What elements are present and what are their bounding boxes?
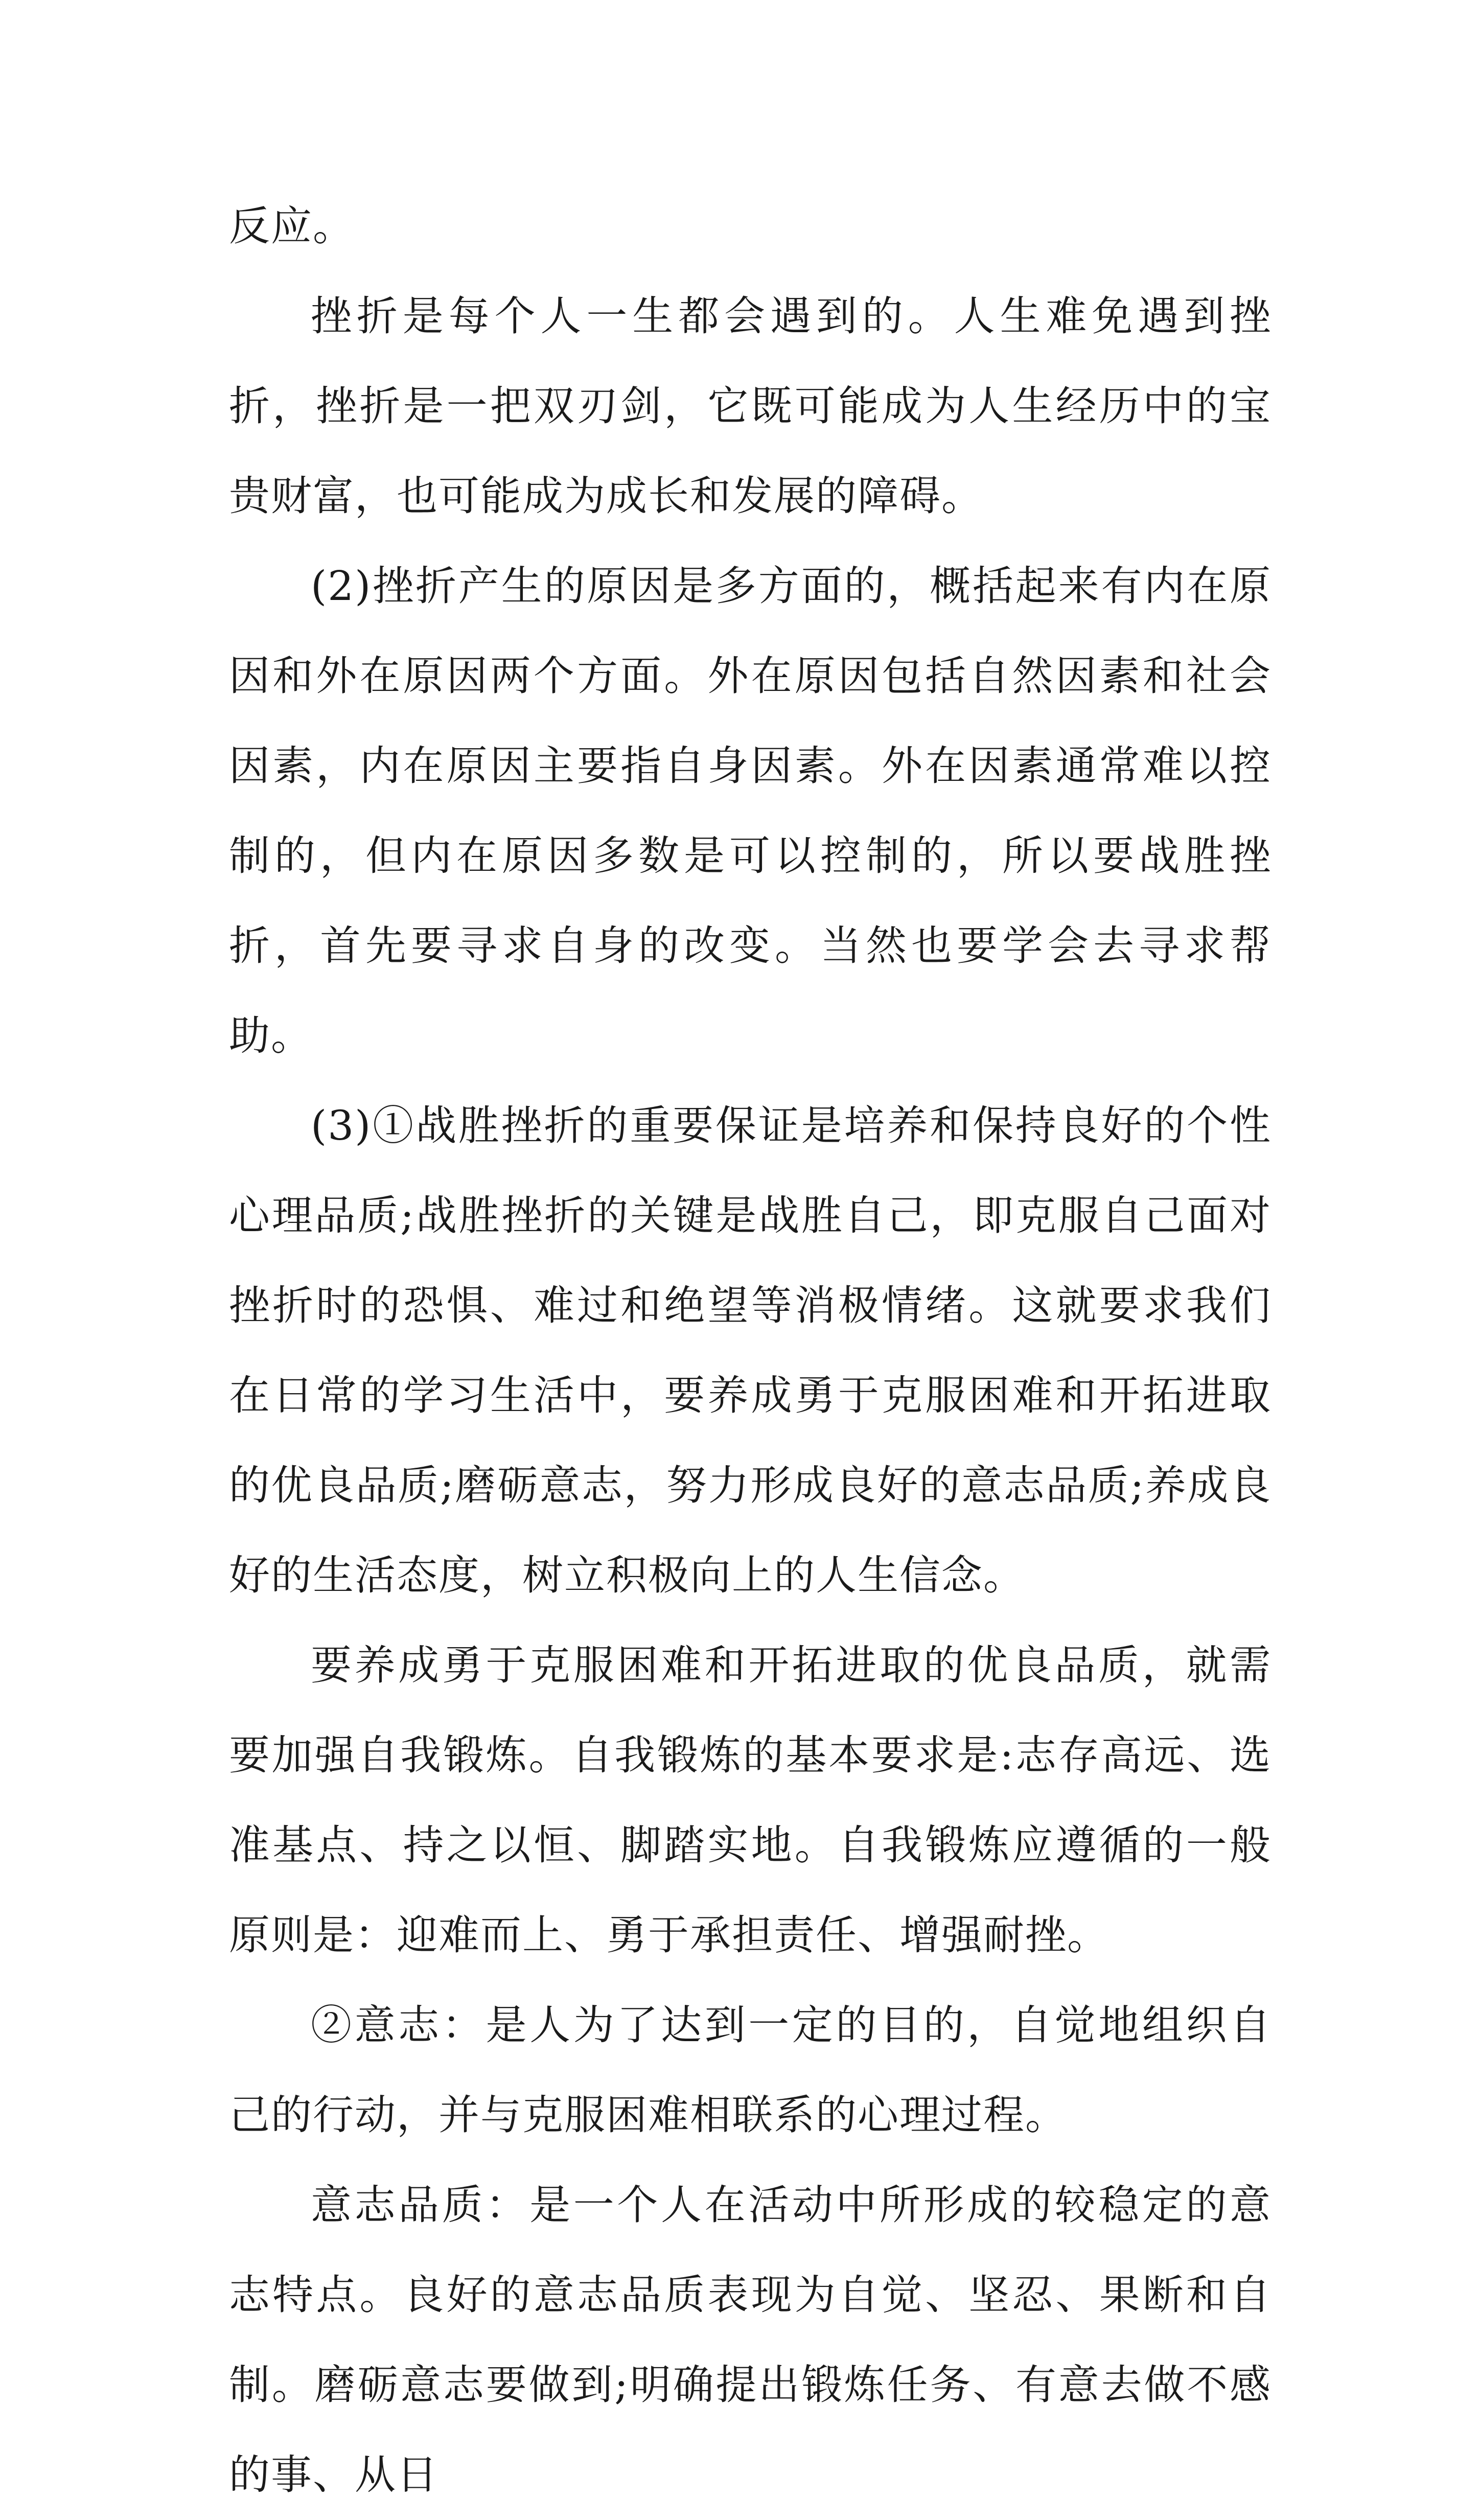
paragraph-5: 要养成勇于克服困难和开拓进取的优良品质，就需要加强自我锻炼。自我锻炼的基本要求是:志存高远、选准基点、持之以恒、脚踏实地。自我锻炼应遵循的一般原则是：迎难而上、勇于承担责任、增强耐挫。 [229,1642,1272,1959]
paragraph-2: 挫折是每个人一生都会遇到的。人生难免遇到挫折，挫折是一把双刃剑，它既可能成为人生经历中的宝贵财富，也可能成为成长和发展的障碍。 [229,292,1272,520]
paragraph-1: 反应。 [229,202,355,250]
paragraph-4: (3)①战胜挫折的重要保证是培养和保持良好的个性心理品质;战胜挫折的关键是战胜自己，即克服自己面对挫折时的恐惧、难过和绝望等消极情绪。这就要求我们在日常的学习生活中，要养成勇于克服困难和开拓进取的优良品质;磨砺意志，努力形成良好的意志品质;养成良好的生活态度，树立积极向上的人生信念。 [229,1102,1272,1599]
document-body [229,181,1272,2520]
paragraph-6: ②意志：是人为了达到一定的目的，自觉地组织自己的行动，并与克服困难相联系的心理过程。 [229,2001,1272,2139]
paragraph-3: (2)挫折产生的原因是多方面的，概括起来有内在原因和外在原因两个方面。外在原因包括自然因素和社会因素，内在原因主要指自身因素。外在因素通常难以控制的，但内在原因多数是可以控制的，所以要战胜挫折，首先要寻求自身的改变。当然也要学会去寻求帮助。 [229,562,1272,1059]
paragraph-7: 意志品质：是一个人在活动中所形成的较稳定的意志特点。良好的意志品质表现为自觉、坚忍、果断和自制。磨砺意志要做到;明确提出锻炼任务、有意去做不感的事、从日 [229,2181,1272,2499]
